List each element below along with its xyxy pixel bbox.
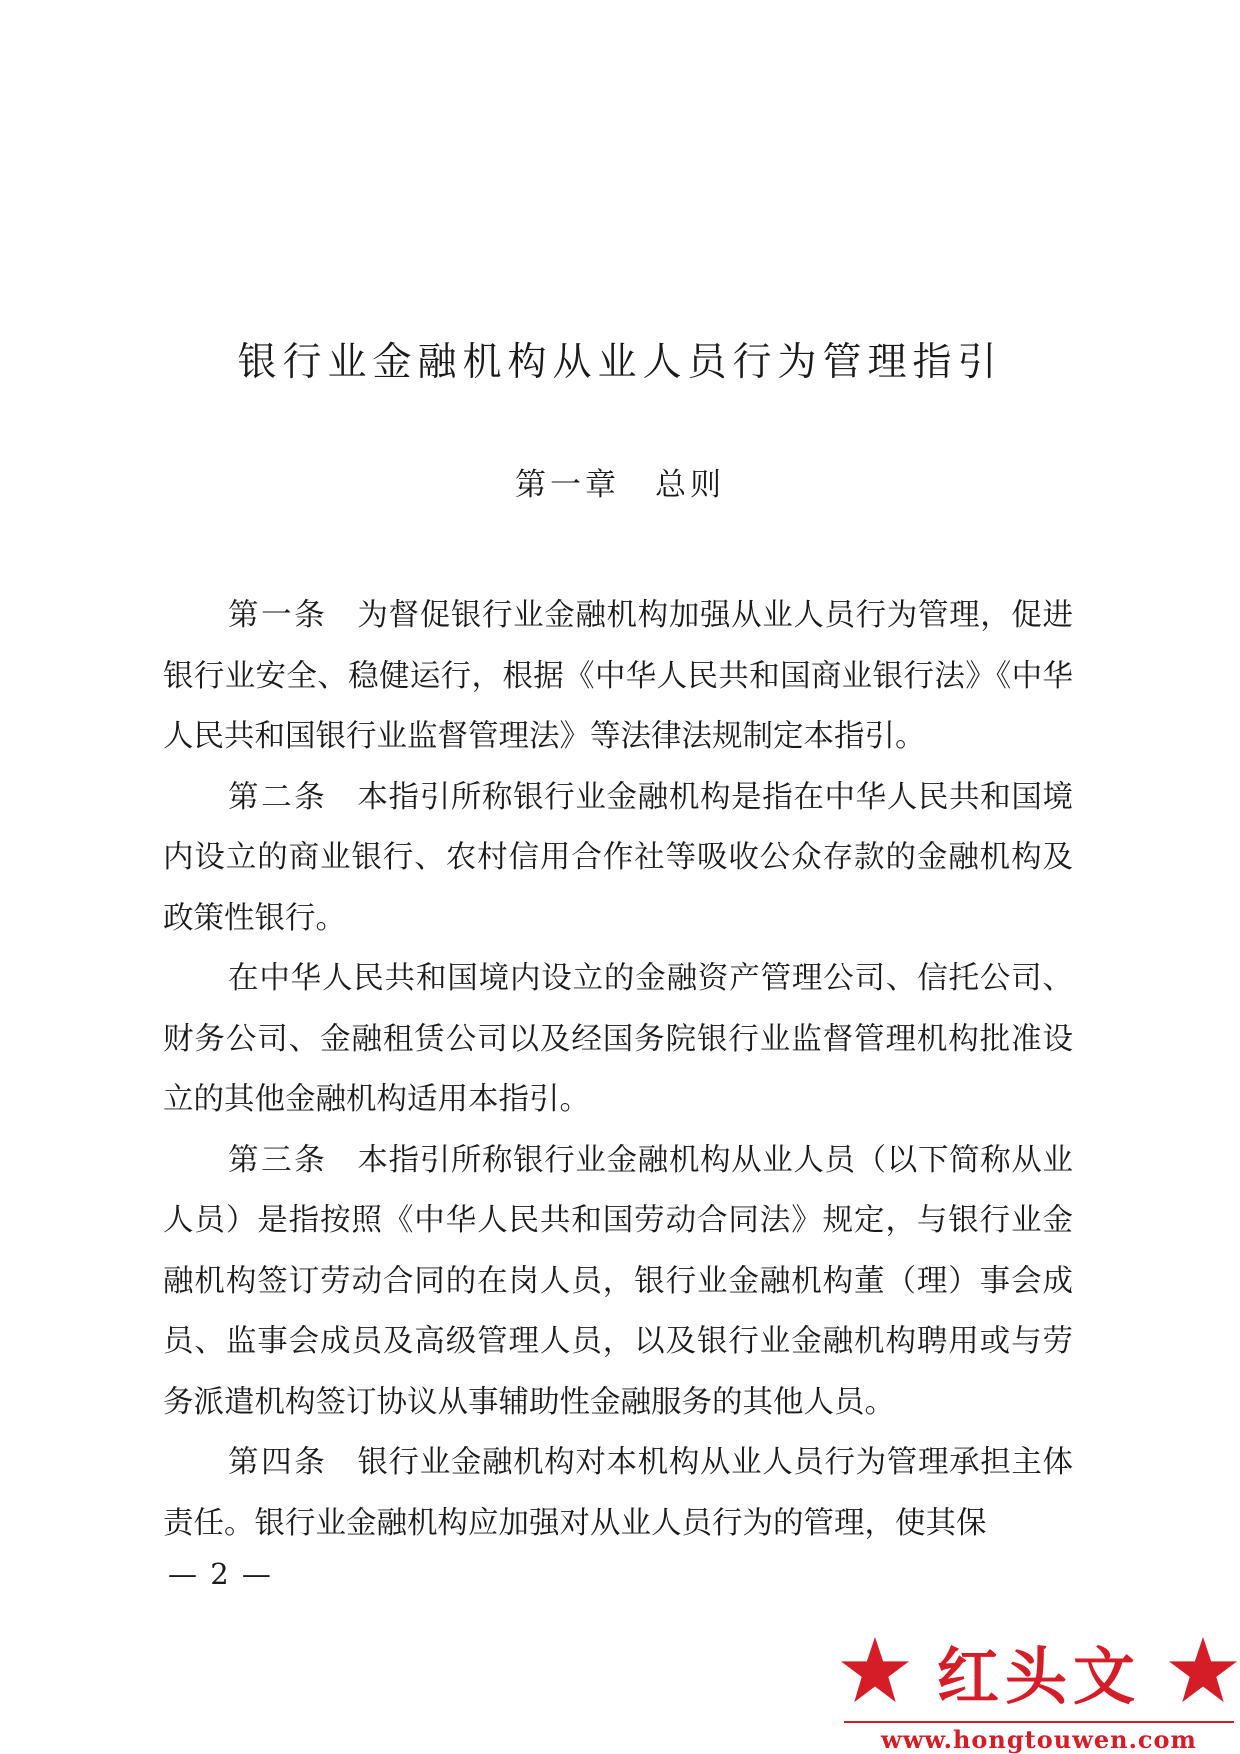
paragraph-text: 银行业金融机构对本机构从业人员行为管理承担主体责任。银行业金融机构应加强对从业人员行为的管理，使其保	[163, 1445, 1074, 1541]
article-number: 第二条	[228, 779, 328, 815]
article-number: 第三条	[228, 1142, 328, 1178]
chapter-heading: 第一章 总则	[515, 467, 725, 503]
star-icon	[838, 1634, 912, 1708]
watermark-title	[838, 1631, 1240, 1711]
watermark-url: www.hongtouwen.com	[881, 1725, 1197, 1754]
page-number: — 2 —	[168, 1557, 273, 1591]
paragraph	[163, 949, 1073, 1131]
document-body	[163, 586, 1073, 1554]
paragraph	[163, 586, 1073, 768]
paragraph	[163, 768, 1073, 950]
paragraph	[163, 1131, 1073, 1434]
paragraph-text: 为督促银行业金融机构加强从业人员行为管理，促进银行业安全、稳健运行，根据《中华人民共和国商业银行法》《中华人民共和国银行业监督管理法》等法律法规制定本指引。	[163, 598, 1074, 754]
paragraph	[163, 1433, 1073, 1554]
star-icon	[1166, 1634, 1240, 1708]
paragraph-text: 在中华人民共和国境内设立的金融资产管理公司、信托公司、财务公司、金融租赁公司以及经国务院银行业监督管理机构批准设立的其他金融机构适用本指引。	[163, 961, 1073, 1117]
article-number: 第一条	[228, 598, 328, 633]
paragraph-text: 本指引所称银行业金融机构从业人员（以下简称从业人员）是指按照《中华人民共和国劳动合同法》规定，与银行业金融机构签订劳动合同的在岗人员，银行业金融机构董（理）事会成员、监事会成员及高级管理人员，以及银行业金融机构聘用或与劳务派遣机构签订协议从事辅助性金融服务的其他人员。	[163, 1142, 1074, 1420]
document-title: 银行业金融机构从业人员行为管理指引	[237, 340, 1003, 385]
watermark	[838, 1625, 1240, 1754]
watermark-text: 红头文	[936, 1639, 1141, 1713]
watermark-divider	[844, 1721, 1234, 1723]
paragraph-text: 本指引所称银行业金融机构是指在中华人民共和国境内设立的商业银行、农村信用合作社等吸收公众存款的金融机构及政策性银行。	[163, 779, 1074, 936]
article-number: 第四条	[228, 1445, 328, 1480]
